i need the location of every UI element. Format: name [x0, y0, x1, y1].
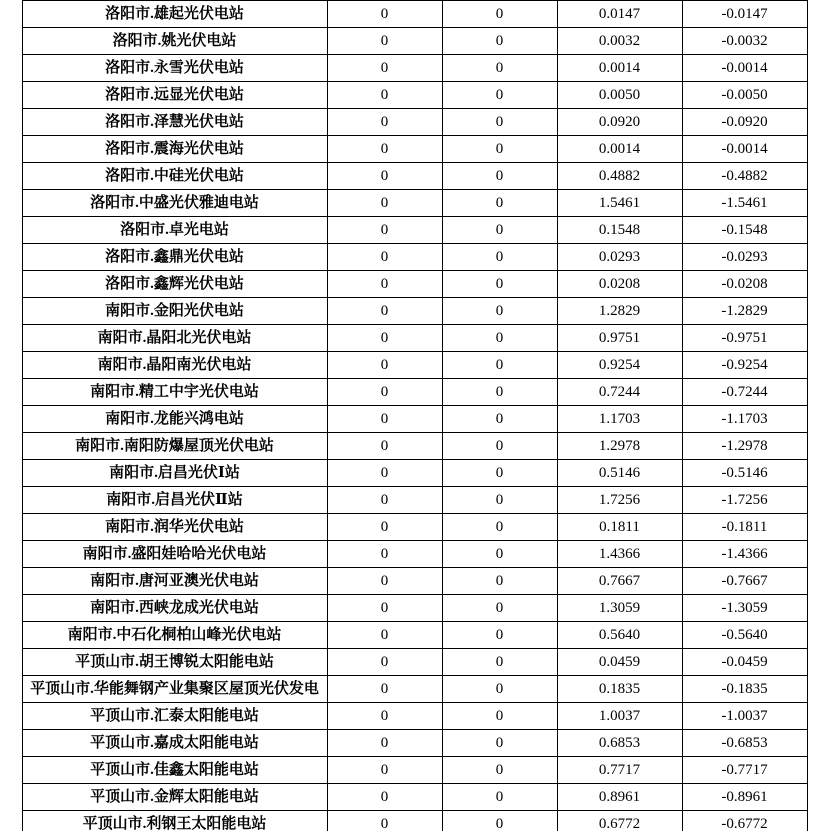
station-name-cell: 洛阳市.鑫辉光伏电站 — [22, 271, 327, 298]
value-cell-3: 0.1835 — [557, 676, 682, 703]
table-row — [22, 649, 807, 676]
station-name-cell: 洛阳市.震海光伏电站 — [22, 136, 327, 163]
value-cell-3: 0.9254 — [557, 352, 682, 379]
value-cell-3: 1.1703 — [557, 406, 682, 433]
table-row — [22, 325, 807, 352]
value-cell-2: 0 — [442, 649, 557, 676]
station-name-cell: 平顶山市.嘉成太阳能电站 — [22, 730, 327, 757]
value-cell-1: 0 — [327, 109, 442, 136]
station-name-cell: 南阳市.晶阳南光伏电站 — [22, 352, 327, 379]
value-cell-3: 1.0037 — [557, 703, 682, 730]
value-cell-4: -0.4882 — [682, 163, 807, 190]
value-cell-4: -1.1703 — [682, 406, 807, 433]
value-cell-3: 1.2829 — [557, 298, 682, 325]
value-cell-2: 0 — [442, 136, 557, 163]
value-cell-4: -0.7717 — [682, 757, 807, 784]
power-station-table — [22, 0, 808, 831]
value-cell-3: 0.7244 — [557, 379, 682, 406]
value-cell-3: 1.4366 — [557, 541, 682, 568]
value-cell-1: 0 — [327, 757, 442, 784]
value-cell-4: -1.7256 — [682, 487, 807, 514]
value-cell-3: 0.4882 — [557, 163, 682, 190]
value-cell-2: 0 — [442, 352, 557, 379]
station-name-cell: 南阳市.启昌光伏Ⅱ站 — [22, 487, 327, 514]
value-cell-1: 0 — [327, 541, 442, 568]
value-cell-4: -0.0032 — [682, 28, 807, 55]
value-cell-4: -0.1811 — [682, 514, 807, 541]
value-cell-1: 0 — [327, 271, 442, 298]
table-row — [22, 757, 807, 784]
value-cell-1: 0 — [327, 433, 442, 460]
value-cell-4: -0.7244 — [682, 379, 807, 406]
value-cell-4: -1.5461 — [682, 190, 807, 217]
value-cell-3: 0.8961 — [557, 784, 682, 811]
value-cell-3: 0.7667 — [557, 568, 682, 595]
table-row — [22, 595, 807, 622]
value-cell-1: 0 — [327, 217, 442, 244]
table-row — [22, 109, 807, 136]
value-cell-3: 0.1811 — [557, 514, 682, 541]
table-row — [22, 487, 807, 514]
value-cell-2: 0 — [442, 55, 557, 82]
value-cell-4: -0.0459 — [682, 649, 807, 676]
value-cell-4: -0.0920 — [682, 109, 807, 136]
value-cell-1: 0 — [327, 784, 442, 811]
station-name-cell: 洛阳市.中硅光伏电站 — [22, 163, 327, 190]
value-cell-1: 0 — [327, 568, 442, 595]
table-row — [22, 271, 807, 298]
value-cell-4: -0.1835 — [682, 676, 807, 703]
station-name-cell: 南阳市.盛阳娃哈哈光伏电站 — [22, 541, 327, 568]
value-cell-1: 0 — [327, 622, 442, 649]
station-name-cell: 南阳市.西峡龙成光伏电站 — [22, 595, 327, 622]
value-cell-3: 0.7717 — [557, 757, 682, 784]
value-cell-1: 0 — [327, 352, 442, 379]
table-row — [22, 190, 807, 217]
value-cell-3: 1.2978 — [557, 433, 682, 460]
station-name-cell: 洛阳市.远显光伏电站 — [22, 82, 327, 109]
station-name-cell: 南阳市.启昌光伏Ⅰ站 — [22, 460, 327, 487]
value-cell-4: -0.8961 — [682, 784, 807, 811]
table-row — [22, 28, 807, 55]
value-cell-3: 1.3059 — [557, 595, 682, 622]
value-cell-4: -0.1548 — [682, 217, 807, 244]
table-row — [22, 217, 807, 244]
value-cell-4: -0.0014 — [682, 55, 807, 82]
value-cell-2: 0 — [442, 190, 557, 217]
value-cell-1: 0 — [327, 730, 442, 757]
station-name-cell: 洛阳市.姚光伏电站 — [22, 28, 327, 55]
value-cell-3: 0.0014 — [557, 55, 682, 82]
value-cell-2: 0 — [442, 514, 557, 541]
station-name-cell: 平顶山市.金辉太阳能电站 — [22, 784, 327, 811]
value-cell-4: -0.0147 — [682, 1, 807, 28]
station-name-cell: 洛阳市.雄起光伏电站 — [22, 1, 327, 28]
table-row — [22, 433, 807, 460]
value-cell-4: -0.5146 — [682, 460, 807, 487]
table-row — [22, 244, 807, 271]
station-name-cell: 平顶山市.胡王博锐太阳能电站 — [22, 649, 327, 676]
table-row — [22, 82, 807, 109]
value-cell-2: 0 — [442, 622, 557, 649]
value-cell-2: 0 — [442, 379, 557, 406]
table-body — [22, 1, 807, 831]
value-cell-1: 0 — [327, 811, 442, 831]
value-cell-2: 0 — [442, 298, 557, 325]
station-name-cell: 洛阳市.中盛光伏雅迪电站 — [22, 190, 327, 217]
table-row — [22, 730, 807, 757]
value-cell-4: -0.7667 — [682, 568, 807, 595]
station-name-cell: 平顶山市.华能舞钢产业集聚区屋顶光伏发电 — [22, 676, 327, 703]
value-cell-3: 0.5640 — [557, 622, 682, 649]
value-cell-3: 0.9751 — [557, 325, 682, 352]
value-cell-3: 0.0459 — [557, 649, 682, 676]
value-cell-3: 0.0014 — [557, 136, 682, 163]
station-name-cell: 洛阳市.永雪光伏电站 — [22, 55, 327, 82]
value-cell-1: 0 — [327, 406, 442, 433]
table-row — [22, 811, 807, 831]
value-cell-3: 0.0293 — [557, 244, 682, 271]
value-cell-2: 0 — [442, 487, 557, 514]
value-cell-2: 0 — [442, 676, 557, 703]
station-name-cell: 南阳市.唐河亚澳光伏电站 — [22, 568, 327, 595]
value-cell-2: 0 — [442, 811, 557, 831]
value-cell-3: 0.0208 — [557, 271, 682, 298]
value-cell-2: 0 — [442, 1, 557, 28]
table-row — [22, 784, 807, 811]
value-cell-4: -1.2978 — [682, 433, 807, 460]
table-row — [22, 568, 807, 595]
table-row — [22, 136, 807, 163]
value-cell-2: 0 — [442, 325, 557, 352]
value-cell-2: 0 — [442, 541, 557, 568]
station-name-cell: 南阳市.晶阳北光伏电站 — [22, 325, 327, 352]
table-row — [22, 460, 807, 487]
table-row — [22, 298, 807, 325]
station-name-cell: 南阳市.龙能兴鸿电站 — [22, 406, 327, 433]
value-cell-2: 0 — [442, 460, 557, 487]
value-cell-1: 0 — [327, 244, 442, 271]
value-cell-4: -1.3059 — [682, 595, 807, 622]
value-cell-3: 1.7256 — [557, 487, 682, 514]
station-name-cell: 南阳市.精工中宇光伏电站 — [22, 379, 327, 406]
station-name-cell: 洛阳市.卓光电站 — [22, 217, 327, 244]
value-cell-1: 0 — [327, 379, 442, 406]
table-row — [22, 541, 807, 568]
value-cell-4: -1.2829 — [682, 298, 807, 325]
value-cell-2: 0 — [442, 730, 557, 757]
table-row — [22, 703, 807, 730]
value-cell-1: 0 — [327, 487, 442, 514]
value-cell-1: 0 — [327, 595, 442, 622]
value-cell-2: 0 — [442, 784, 557, 811]
value-cell-1: 0 — [327, 136, 442, 163]
station-name-cell: 南阳市.润华光伏电站 — [22, 514, 327, 541]
value-cell-1: 0 — [327, 163, 442, 190]
value-cell-3: 1.5461 — [557, 190, 682, 217]
value-cell-2: 0 — [442, 163, 557, 190]
station-name-cell: 洛阳市.鑫鼎光伏电站 — [22, 244, 327, 271]
value-cell-2: 0 — [442, 433, 557, 460]
value-cell-1: 0 — [327, 676, 442, 703]
station-name-cell: 洛阳市.泽慧光伏电站 — [22, 109, 327, 136]
value-cell-4: -0.9254 — [682, 352, 807, 379]
value-cell-4: -0.0208 — [682, 271, 807, 298]
value-cell-1: 0 — [327, 460, 442, 487]
value-cell-4: -0.0050 — [682, 82, 807, 109]
value-cell-2: 0 — [442, 595, 557, 622]
value-cell-3: 0.0032 — [557, 28, 682, 55]
table-row — [22, 55, 807, 82]
value-cell-2: 0 — [442, 703, 557, 730]
table-row — [22, 352, 807, 379]
station-name-cell: 平顶山市.汇泰太阳能电站 — [22, 703, 327, 730]
value-cell-2: 0 — [442, 82, 557, 109]
value-cell-3: 0.0920 — [557, 109, 682, 136]
value-cell-2: 0 — [442, 406, 557, 433]
value-cell-1: 0 — [327, 325, 442, 352]
table-row — [22, 379, 807, 406]
value-cell-3: 0.6853 — [557, 730, 682, 757]
value-cell-4: -0.6853 — [682, 730, 807, 757]
table-row — [22, 406, 807, 433]
value-cell-1: 0 — [327, 514, 442, 541]
value-cell-2: 0 — [442, 244, 557, 271]
value-cell-4: -0.5640 — [682, 622, 807, 649]
station-name-cell: 南阳市.中石化桐柏山峰光伏电站 — [22, 622, 327, 649]
value-cell-2: 0 — [442, 109, 557, 136]
value-cell-1: 0 — [327, 1, 442, 28]
table-row — [22, 1, 807, 28]
value-cell-1: 0 — [327, 82, 442, 109]
value-cell-4: -1.4366 — [682, 541, 807, 568]
value-cell-3: 0.1548 — [557, 217, 682, 244]
value-cell-3: 0.0050 — [557, 82, 682, 109]
value-cell-4: -1.0037 — [682, 703, 807, 730]
value-cell-1: 0 — [327, 190, 442, 217]
table-row — [22, 163, 807, 190]
table-row — [22, 676, 807, 703]
value-cell-2: 0 — [442, 28, 557, 55]
table-row — [22, 514, 807, 541]
station-name-cell: 平顶山市.利钢王太阳能电站 — [22, 811, 327, 831]
value-cell-1: 0 — [327, 28, 442, 55]
station-name-cell: 平顶山市.佳鑫太阳能电站 — [22, 757, 327, 784]
value-cell-2: 0 — [442, 568, 557, 595]
table-row — [22, 622, 807, 649]
station-name-cell: 南阳市.南阳防爆屋顶光伏电站 — [22, 433, 327, 460]
value-cell-2: 0 — [442, 271, 557, 298]
value-cell-1: 0 — [327, 703, 442, 730]
value-cell-4: -0.6772 — [682, 811, 807, 831]
value-cell-4: -0.0293 — [682, 244, 807, 271]
value-cell-1: 0 — [327, 55, 442, 82]
value-cell-4: -0.0014 — [682, 136, 807, 163]
value-cell-2: 0 — [442, 757, 557, 784]
value-cell-2: 0 — [442, 217, 557, 244]
value-cell-3: 0.5146 — [557, 460, 682, 487]
value-cell-1: 0 — [327, 649, 442, 676]
value-cell-1: 0 — [327, 298, 442, 325]
value-cell-3: 0.6772 — [557, 811, 682, 831]
value-cell-3: 0.0147 — [557, 1, 682, 28]
station-name-cell: 南阳市.金阳光伏电站 — [22, 298, 327, 325]
value-cell-4: -0.9751 — [682, 325, 807, 352]
